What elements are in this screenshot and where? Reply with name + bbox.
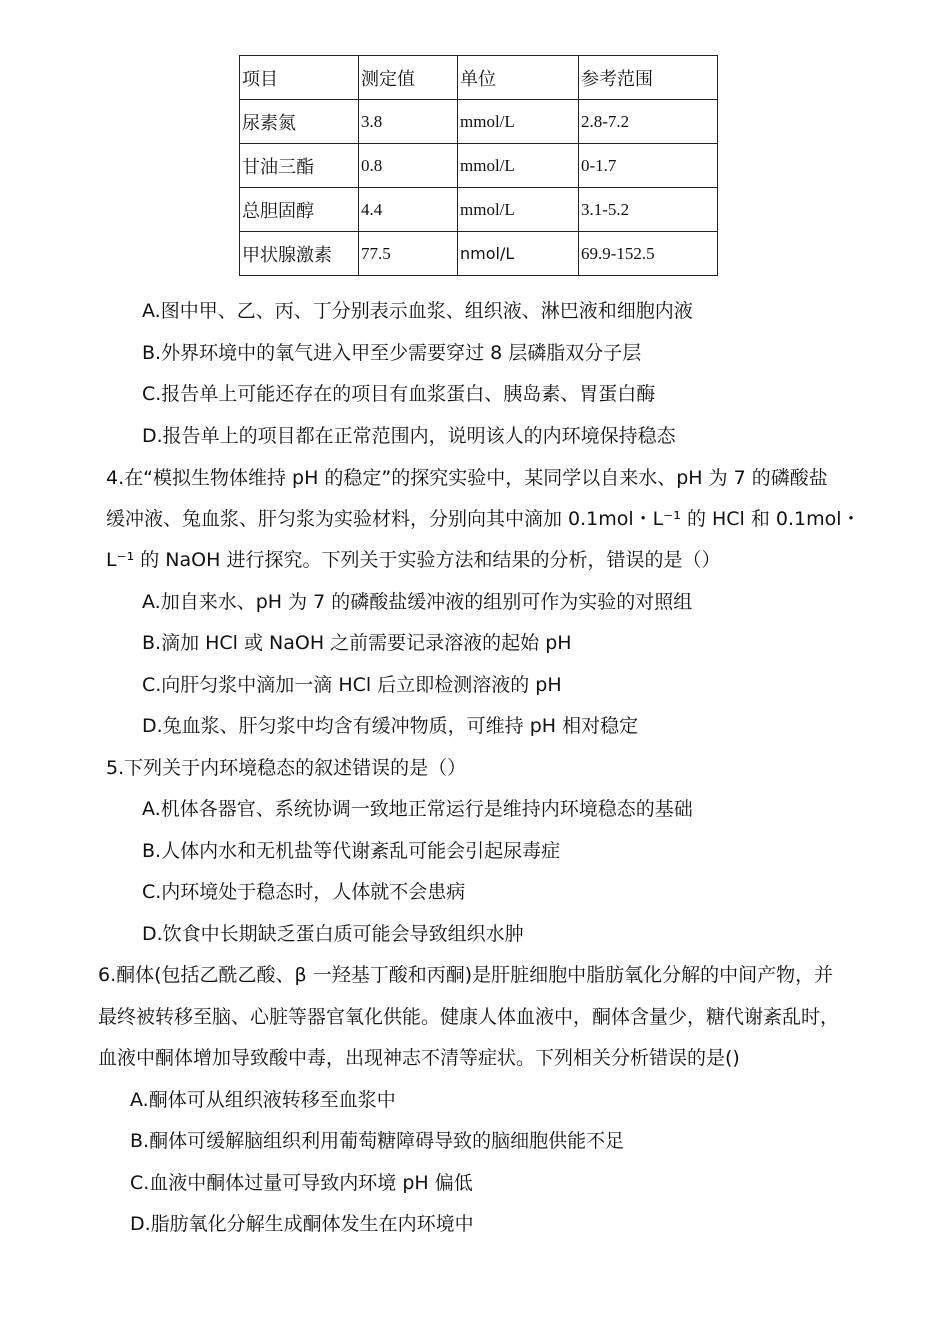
table-row [240, 144, 718, 188]
q5-option-b: B.人体内水和无机盐等代谢紊乱可能会引起尿毒症 [142, 840, 561, 862]
table-cell-item: 尿素氮 [240, 100, 359, 144]
table-row [240, 232, 718, 276]
table-header-row [240, 56, 718, 100]
table-cell-range: 0-1.7 [581, 156, 617, 175]
table-cell-value: 77.5 [361, 244, 391, 263]
table-row [240, 188, 718, 232]
q4-stem-line-1: 4.在“模拟生物体维持 pH 的稳定”的探究实验中，某同学以自来水、pH 为 7 的磷酸盐 [106, 467, 828, 489]
q6-option-c: C.血液中酮体过量可导致内环境 pH 偏低 [130, 1172, 473, 1194]
q6-option-d: D.脂肪氧化分解生成酮体发生在内环境中 [130, 1213, 474, 1235]
table-cell-item: 总胆固醇 [240, 188, 359, 232]
table-header-cell: 单位 [458, 56, 579, 100]
table-row [240, 100, 718, 144]
table-cell-unit: mmol/L [460, 112, 515, 131]
q4-option-c: C.向肝匀浆中滴加一滴 HCl 后立即检测溶液的 pH [142, 674, 562, 696]
q5-option-c: C.内环境处于稳态时，人体就不会患病 [142, 881, 466, 903]
q5-option-d: D.饮食中长期缺乏蛋白质可能会导致组织水肿 [142, 923, 524, 945]
q6-stem-line-1: 6.酮体(包括乙酰乙酸、β 一羟基丁酸和丙酮)是肝脏细胞中脂肪氧化分解的中间产物，并 [98, 964, 834, 986]
table-cell-unit: nmol/L [460, 244, 515, 263]
q4-option-b: B.滴加 HCl 或 NaOH 之前需要记录溶液的起始 pH [142, 632, 572, 654]
q3-option-b: B.外界环境中的氧气进入甲至少需要穿过 8 层磷脂双分子层 [142, 342, 642, 364]
table-cell-value: 0.8 [361, 156, 383, 175]
q6-stem-line-3: 血液中酮体增加导致酸中毒，出现神志不清等症状。下列相关分析错误的是() [98, 1047, 740, 1069]
q6-stem-line-2: 最终被转移至脑、心脏等器官氧化供能。健康人体血液中，酮体含量少，糖代谢紊乱时， [98, 1006, 840, 1028]
table-cell-item: 甘油三酯 [240, 144, 359, 188]
table-cell-item: 甲状腺激素 [240, 232, 359, 276]
lab-report-table [239, 55, 718, 276]
q6-option-a: A.酮体可从组织液转移至血浆中 [130, 1089, 396, 1111]
table-cell-value: 3.8 [361, 112, 383, 131]
q4-option-d: D.兔血浆、肝匀浆中均含有缓冲物质，可维持 pH 相对稳定 [142, 715, 639, 737]
table-cell-range: 3.1-5.2 [581, 200, 630, 219]
q4-stem-line-2: 缓冲液、兔血浆、肝匀浆为实验材料，分别向其中滴加 0.1mol・L⁻¹ 的 HCl 和 0.1mol・ [106, 508, 861, 530]
q5-option-a: A.机体各器官、系统协调一致地正常运行是维持内环境稳态的基础 [142, 798, 693, 820]
table-cell-range: 2.8-7.2 [581, 112, 630, 131]
q5-stem: 5.下列关于内环境稳态的叙述错误的是（） [106, 757, 467, 779]
table-header-cell: 项目 [240, 56, 359, 100]
q4-stem-line-3: L⁻¹ 的 NaOH 进行探究。下列关于实验方法和结果的分析，错误的是（） [106, 549, 721, 571]
table-cell-unit: mmol/L [460, 200, 515, 219]
table-header-cell: 参考范围 [579, 56, 718, 100]
q6-option-b: B.酮体可缓解脑组织利用葡萄糖障碍导致的脑细胞供能不足 [130, 1130, 625, 1152]
table-cell-range: 69.9-152.5 [581, 244, 655, 263]
table-cell-value: 4.4 [361, 200, 383, 219]
q3-option-c: C.报告单上可能还存在的项目有血浆蛋白、胰岛素、胃蛋白酶 [142, 383, 656, 405]
q3-option-d: D.报告单上的项目都在正常范围内，说明该人的内环境保持稳态 [142, 425, 676, 447]
table-cell-unit: mmol/L [460, 156, 515, 175]
table-header-cell: 测定值 [359, 56, 458, 100]
q4-option-a: A.加自来水、pH 为 7 的磷酸盐缓冲液的组别可作为实验的对照组 [142, 591, 693, 613]
q3-option-a: A.图中甲、乙、丙、丁分别表示血浆、组织液、淋巴液和细胞内液 [142, 300, 693, 322]
